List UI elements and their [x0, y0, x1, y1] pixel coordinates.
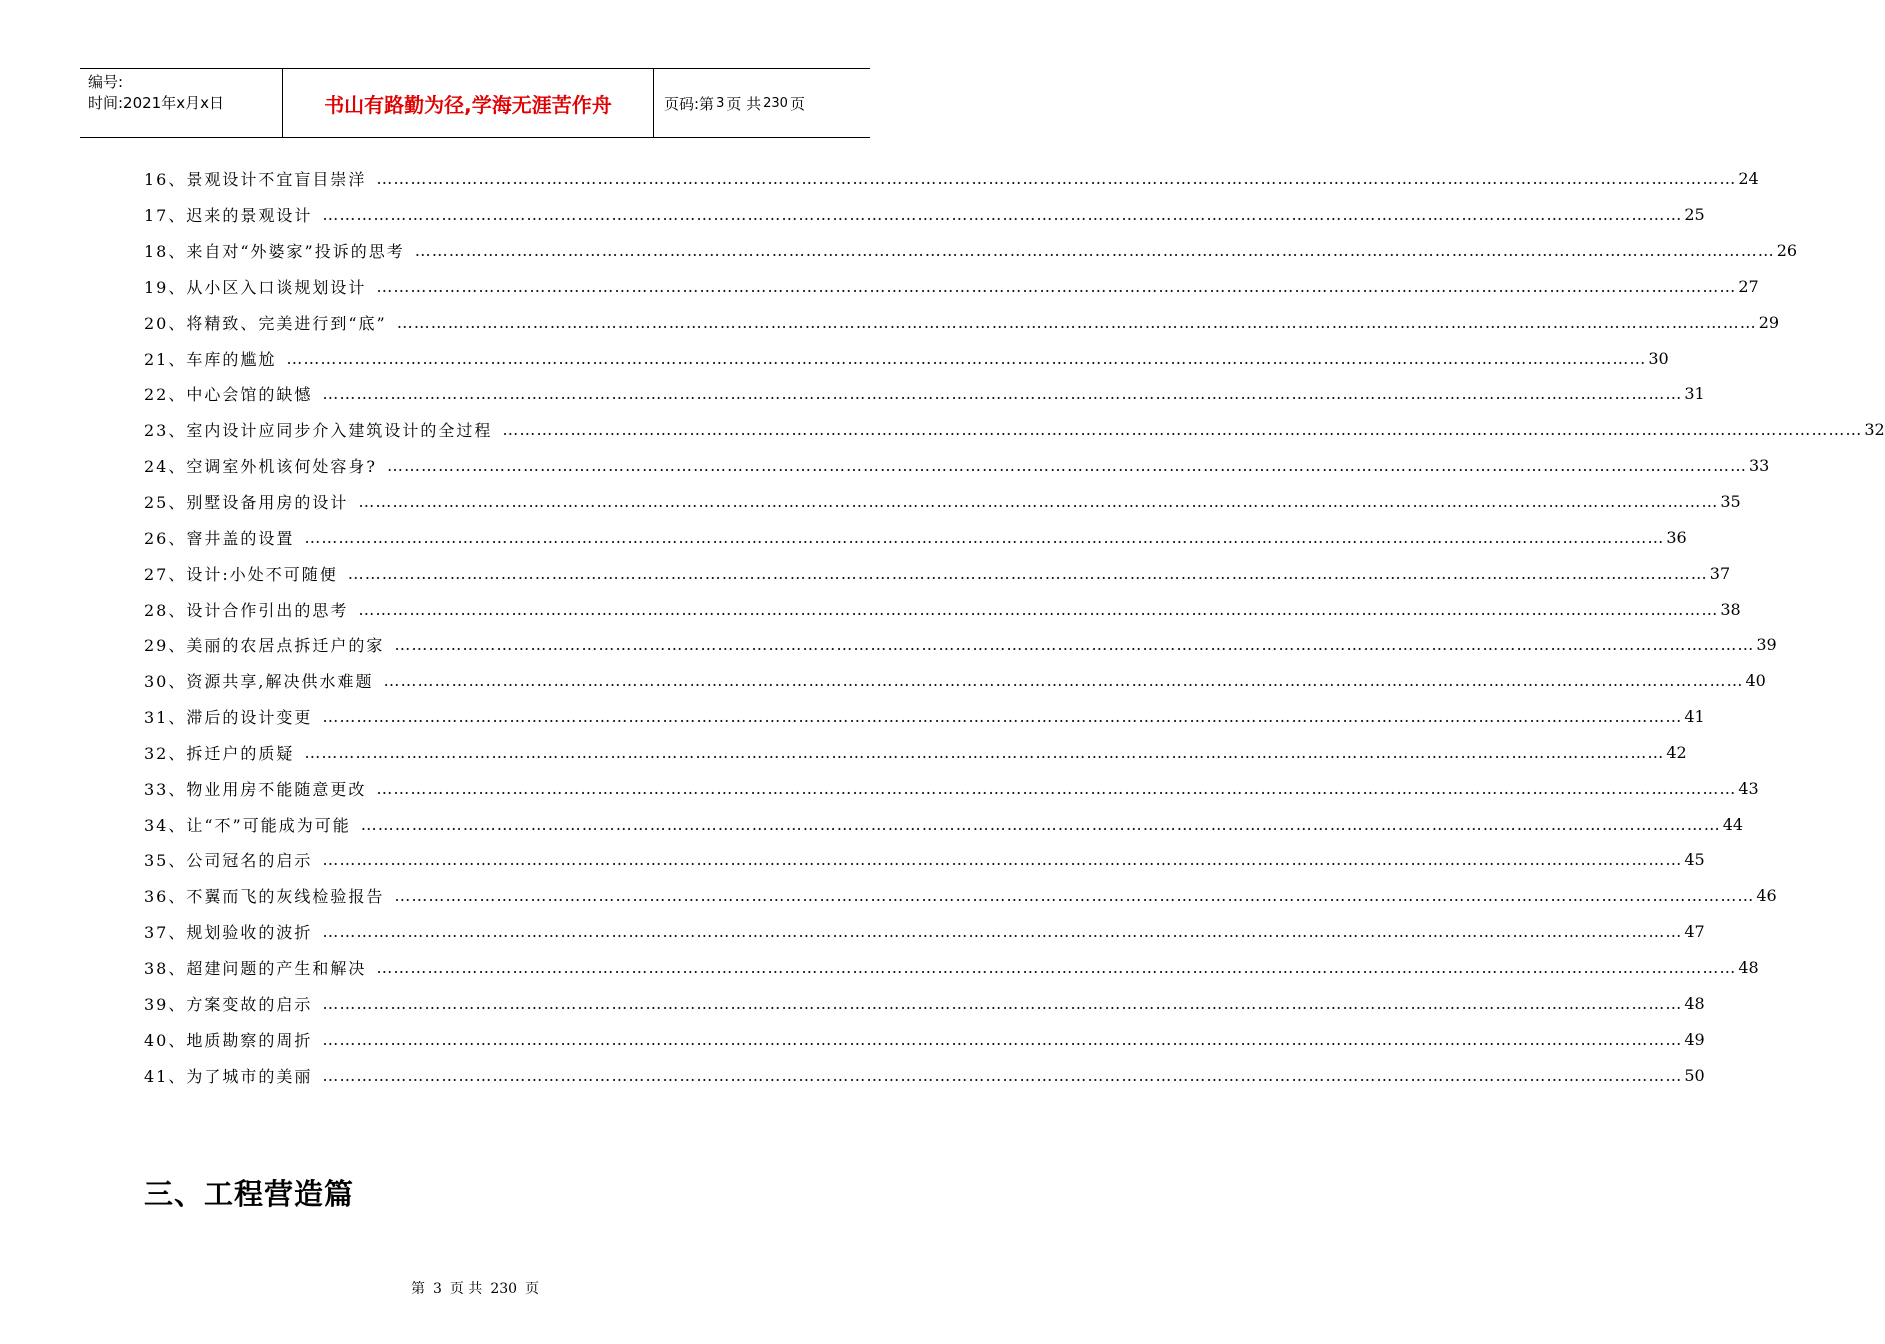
toc-entry[interactable]: [144, 735, 1687, 771]
table-of-contents: [144, 161, 1885, 1093]
toc-dot-leader: ……………………………………………………………………………………………………………………………………………………………………………………………………………………: [322, 1065, 1683, 1085]
toc-entry-title: 37、规划验收的波折: [144, 923, 313, 943]
toc-entry-page: 26: [1776, 241, 1798, 261]
toc-entry[interactable]: [144, 985, 1705, 1021]
toc-entry-title: 33、物业用房不能随意更改: [144, 779, 367, 799]
toc-dot-leader: ……………………………………………………………………………………………………………………………………………………………………………………………………………………: [394, 886, 1755, 906]
toc-entry[interactable]: [144, 519, 1687, 555]
toc-entry-page: 41: [1684, 707, 1705, 727]
footer-prefix: 第: [410, 1281, 425, 1297]
page-header: [80, 68, 870, 138]
toc-entry-page: 24: [1738, 169, 1759, 189]
toc-entry-page: 42: [1666, 742, 1687, 762]
toc-entry[interactable]: [144, 412, 1885, 448]
toc-entry-page: 36: [1666, 527, 1687, 547]
toc-dot-leader: ……………………………………………………………………………………………………………………………………………………………………………………………………………………: [396, 312, 1757, 332]
toc-entry-title: 16、景观设计不宜盲目崇洋: [144, 170, 367, 190]
toc-entry-title: 30、资源共享,解决供水难题: [144, 672, 374, 692]
toc-entry-title: 21、车库的尴尬: [144, 349, 277, 369]
toc-entry-page: 40: [1745, 671, 1766, 691]
toc-entry-page: 46: [1756, 886, 1777, 906]
toc-entry-title: 23、室内设计应同步介入建筑设计的全过程: [144, 421, 493, 441]
page-footer: [0, 1278, 950, 1298]
toc-entry-page: 25: [1684, 205, 1705, 225]
toc-entry-title: 22、中心会馆的缺憾: [144, 385, 313, 405]
toc-entry-page: 43: [1738, 778, 1759, 798]
toc-dot-leader: ……………………………………………………………………………………………………………………………………………………………………………………………………………………: [386, 456, 1747, 476]
toc-entry-page: 27: [1738, 276, 1759, 296]
footer-page: 3: [432, 1281, 442, 1297]
header-motto: 书山有路勤为径,学海无涯苦作舟: [282, 69, 654, 137]
toc-entry-page: 37: [1709, 563, 1731, 583]
toc-entry-page: 48: [1738, 957, 1759, 977]
header-meta: [80, 69, 282, 137]
toc-entry-page: 47: [1684, 922, 1705, 942]
toc-entry-title: 35、公司冠名的启示: [144, 851, 313, 871]
toc-entry[interactable]: [144, 340, 1669, 376]
page-number: 3: [716, 95, 725, 111]
toc-entry[interactable]: [144, 950, 1759, 986]
toc-dot-leader: ……………………………………………………………………………………………………………………………………………………………………………………………………………………: [304, 527, 1665, 547]
toc-entry-title: 28、设计合作引出的思考: [144, 600, 349, 620]
toc-entry-page: 44: [1722, 814, 1744, 834]
toc-dot-leader: ……………………………………………………………………………………………………………………………………………………………………………………………………………………: [502, 420, 1863, 440]
toc-dot-leader: ……………………………………………………………………………………………………………………………………………………………………………………………………………………: [347, 563, 1708, 583]
toc-entry-title: 29、美丽的农居点拆迁户的家: [144, 636, 385, 656]
toc-entry[interactable]: [144, 484, 1741, 520]
toc-entry[interactable]: [144, 1021, 1705, 1057]
toc-entry-title: 36、不翼而飞的灰线检验报告: [144, 887, 385, 907]
toc-entry-page: 49: [1684, 1029, 1705, 1049]
toc-dot-leader: ……………………………………………………………………………………………………………………………………………………………………………………………………………………: [376, 778, 1737, 798]
toc-entry[interactable]: [144, 269, 1759, 305]
toc-entry-title: 31、滞后的设计变更: [144, 708, 313, 728]
toc-entry-title: 18、来自对“外婆家”投诉的思考: [144, 242, 405, 262]
toc-dot-leader: ……………………………………………………………………………………………………………………………………………………………………………………………………………………: [322, 384, 1683, 404]
toc-entry[interactable]: [144, 770, 1759, 806]
toc-entry[interactable]: [144, 555, 1731, 591]
toc-entry[interactable]: [144, 914, 1705, 950]
time-label: 时间:2021年x月x日: [88, 94, 224, 112]
toc-entry[interactable]: [144, 197, 1705, 233]
page-suffix: 页: [789, 94, 805, 113]
toc-dot-leader: ……………………………………………………………………………………………………………………………………………………………………………………………………………………: [383, 671, 1744, 691]
toc-entry[interactable]: [144, 627, 1777, 663]
toc-entry-title: 26、窨井盖的设置: [144, 528, 295, 548]
toc-dot-leader: ……………………………………………………………………………………………………………………………………………………………………………………………………………………: [358, 492, 1719, 512]
toc-entry-title: 17、迟来的景观设计: [144, 206, 313, 226]
toc-entry[interactable]: [144, 233, 1798, 269]
toc-entry-title: 32、拆迁户的质疑: [144, 743, 295, 763]
toc-entry-page: 35: [1720, 492, 1741, 512]
toc-dot-leader: ……………………………………………………………………………………………………………………………………………………………………………………………………………………: [376, 957, 1737, 977]
toc-dot-leader: ……………………………………………………………………………………………………………………………………………………………………………………………………………………: [360, 814, 1721, 834]
toc-entry[interactable]: [144, 699, 1705, 735]
toc-entry[interactable]: [144, 842, 1705, 878]
footer-total: 230: [490, 1281, 518, 1297]
toc-dot-leader: ……………………………………………………………………………………………………………………………………………………………………………………………………………………: [376, 169, 1737, 189]
section-heading: 三、工程营造篇: [144, 1177, 355, 1211]
toc-entry-title: 34、让“不”可能成为可能: [144, 815, 351, 835]
number-label: 编号:: [88, 73, 124, 91]
header-page-info: [654, 69, 870, 137]
toc-entry[interactable]: [144, 806, 1744, 842]
toc-dot-leader: ……………………………………………………………………………………………………………………………………………………………………………………………………………………: [322, 707, 1683, 727]
toc-dot-leader: ……………………………………………………………………………………………………………………………………………………………………………………………………………………: [322, 922, 1683, 942]
toc-entry-title: 41、为了城市的美丽: [144, 1066, 313, 1086]
toc-entry-page: 48: [1684, 993, 1705, 1013]
toc-dot-leader: ……………………………………………………………………………………………………………………………………………………………………………………………………………………: [322, 850, 1683, 870]
toc-dot-leader: ……………………………………………………………………………………………………………………………………………………………………………………………………………………: [304, 742, 1665, 762]
toc-entry-title: 24、空调室外机该何处容身?: [144, 457, 377, 477]
toc-entry[interactable]: [144, 376, 1705, 412]
toc-entry-page: 50: [1684, 1065, 1705, 1085]
page-total: 230: [763, 95, 788, 111]
toc-entry[interactable]: [144, 304, 1780, 340]
toc-dot-leader: ……………………………………………………………………………………………………………………………………………………………………………………………………………………: [414, 241, 1775, 261]
toc-dot-leader: ……………………………………………………………………………………………………………………………………………………………………………………………………………………: [376, 276, 1737, 296]
toc-entry-page: 30: [1648, 348, 1669, 368]
toc-entry[interactable]: [144, 663, 1766, 699]
toc-entry-title: 27、设计:小处不可随便: [144, 564, 338, 584]
footer-suffix: 页: [525, 1281, 540, 1297]
toc-entry-title: 19、从小区入口谈规划设计: [144, 277, 367, 297]
toc-entry[interactable]: [144, 161, 1759, 197]
toc-entry-title: 25、别墅设备用房的设计: [144, 493, 349, 513]
toc-entry-page: 39: [1756, 635, 1777, 655]
toc-entry-page: 45: [1684, 850, 1705, 870]
page-prefix: 页码:第: [664, 94, 715, 113]
toc-entry-title: 39、方案变故的启示: [144, 994, 313, 1014]
toc-dot-leader: ……………………………………………………………………………………………………………………………………………………………………………………………………………………: [322, 993, 1683, 1013]
toc-dot-leader: ……………………………………………………………………………………………………………………………………………………………………………………………………………………: [322, 1029, 1683, 1049]
toc-entry-page: 32: [1864, 420, 1885, 440]
toc-dot-leader: ……………………………………………………………………………………………………………………………………………………………………………………………………………………: [358, 599, 1719, 619]
toc-entry[interactable]: [144, 448, 1770, 484]
toc-entry[interactable]: [144, 1057, 1705, 1093]
toc-entry-page: 33: [1748, 456, 1770, 476]
toc-entry-title: 40、地质勘察的周折: [144, 1030, 313, 1050]
toc-entry-title: 38、超建问题的产生和解决: [144, 958, 367, 978]
toc-entry-title: 20、将精致、完美进行到“底”: [144, 313, 387, 333]
toc-dot-leader: ……………………………………………………………………………………………………………………………………………………………………………………………………………………: [286, 348, 1647, 368]
toc-entry[interactable]: [144, 878, 1777, 914]
footer-mid: 页 共: [449, 1281, 483, 1297]
toc-entry[interactable]: [144, 591, 1741, 627]
toc-dot-leader: ……………………………………………………………………………………………………………………………………………………………………………………………………………………: [322, 205, 1683, 225]
page-mid: 页 共: [726, 94, 762, 113]
toc-entry-page: 38: [1720, 599, 1741, 619]
toc-entry-page: 29: [1758, 312, 1780, 332]
toc-dot-leader: ……………………………………………………………………………………………………………………………………………………………………………………………………………………: [394, 635, 1755, 655]
toc-entry-page: 31: [1684, 384, 1705, 404]
